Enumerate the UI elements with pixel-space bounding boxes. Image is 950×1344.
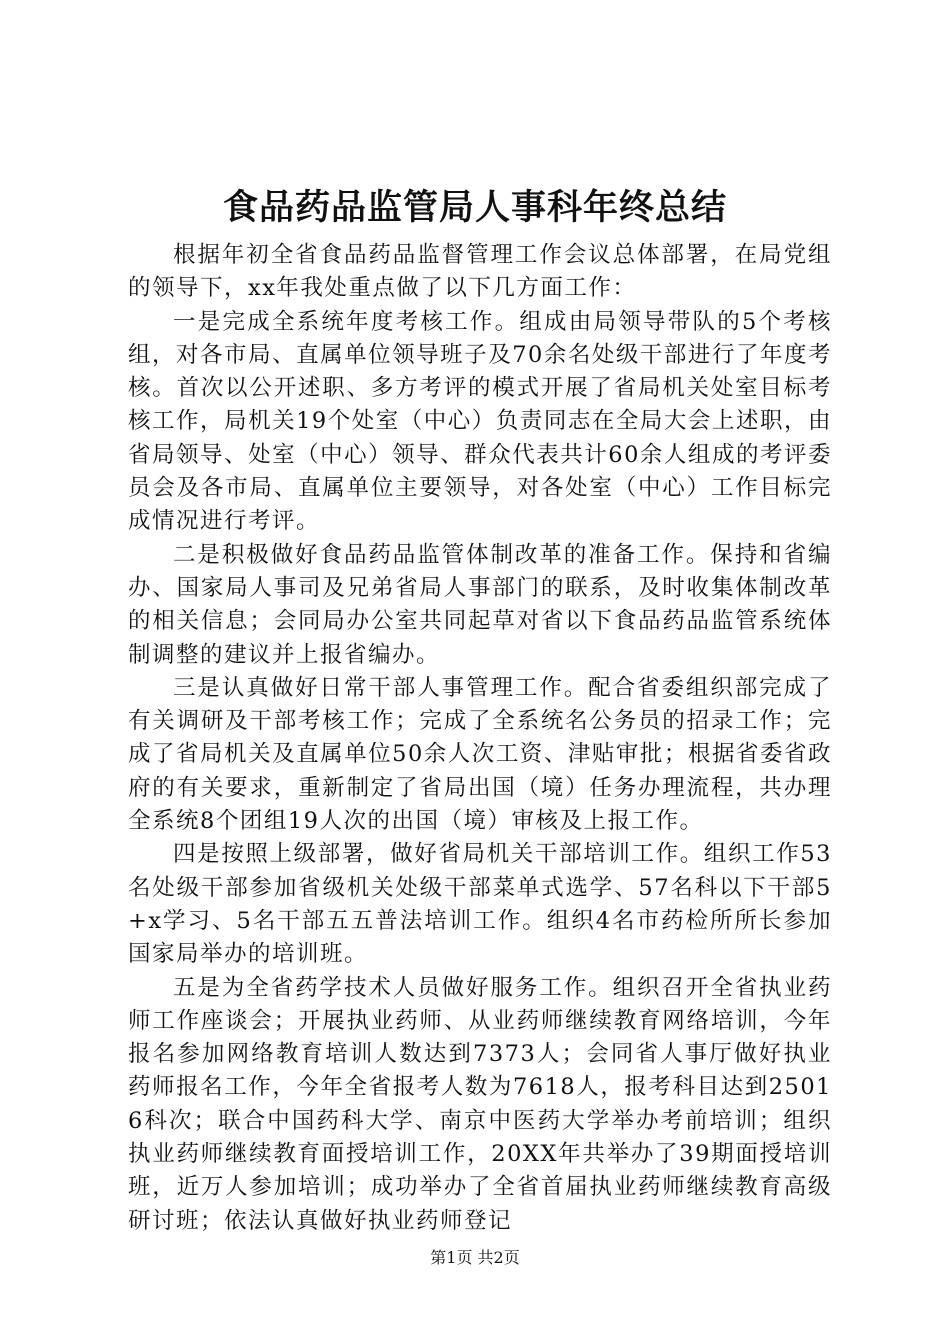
paragraph-intro: 根据年初全省食品药品监督管理工作会议总体部署，在局党组的领导下，xx年我处重点做了以下几方面工作：: [128, 242, 832, 302]
paragraph-item-2: 二是积极做好食品药品监管体制改革的准备工作。保持和省编办、国家局人事司及兄弟省局人事部门的联系，及时收集体制改革的相关信息；会同局办公室共同起草对省以下食品药品监管系统体制调整的建议并上报省编办。: [128, 541, 832, 668]
document-body: [128, 239, 832, 1238]
paragraph-item-1: 一是完成全系统年度考核工作。组成由局领导带队的5个考核组，对各市局、直属单位领导班子及70余名处级干部进行了年度考核。首次以公开述职、多方考评的模式开展了省局机关处室目标考核工作，局机关19个处室（中心）负责同志在全局大会上述职，由省局领导、处室（中心）领导、群众代表共计60余人组成的考评委员会及各市局、直属单位主要领导，对各处室（中心）工作目标完成情况进行考评。: [128, 308, 832, 535]
document-title: 食品药品监管局人事科年终总结: [222, 187, 727, 228]
paragraph-item-5: 五是为全省药学技术人员做好服务工作。组织召开全省执业药师工作座谈会；开展执业药师、从业药师继续教育网络培训，今年报名参加网络教育培训人数达到7373人；会同省人事厅做好执业药师报名工作，今年全省报考人数为7618人，报考科目达到25016科次；联合中国药科大学、南京中医药大学举办考前培训；组织执业药师继续教育面授培训工作，20XX年共举办了39期面授培训班，近万人参加培训；成功举办了全省首届执业药师继续教育高级研讨班；依法认真做好执业药师登记: [128, 974, 832, 1234]
page-number-footer: 第1页 共2页: [430, 1248, 520, 1267]
paragraph-item-3: 三是认真做好日常干部人事管理工作。配合省委组织部完成了有关调研及干部考核工作；完成了全系统名公务员的招录工作；完成了省局机关及直属单位50余人次工资、津贴审批；根据省委省政府的有关要求，重新制定了省局出国（境）任务办理流程，共办理全系统8个团组19人次的出国（境）审核及上报工作。: [128, 674, 832, 835]
paragraph-item-4: 四是按照上级部署，做好省局机关干部培训工作。组织工作53名处级干部参加省级机关处级干部菜单式选学、57名科以下干部5+x学习、5名干部五五普法培训工作。组织4名市药检所所长参加国家局举办的培训班。: [128, 841, 832, 968]
